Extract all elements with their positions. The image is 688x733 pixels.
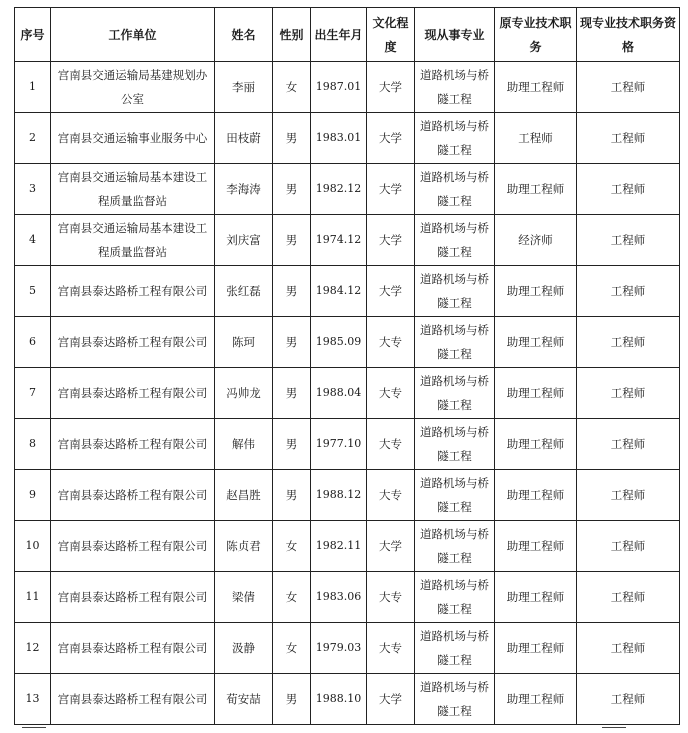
table-row [15, 521, 680, 572]
cell-name: 刘庆富 [215, 215, 273, 266]
col-header-orig-title: 原专业技术职务 [495, 8, 577, 62]
cell-seq: 11 [15, 572, 51, 623]
cell-education: 大学 [367, 521, 415, 572]
cell-orig-title: 助理工程师 [495, 368, 577, 419]
cell-birth: 1979.03 [311, 623, 367, 674]
col-header-education: 文化程度 [367, 8, 415, 62]
cell-birth: 1974.12 [311, 215, 367, 266]
cell-orig-title: 助理工程师 [495, 419, 577, 470]
cell-new-title: 工程师 [577, 623, 680, 674]
cell-unit: 宫南县泰达路桥工程有限公司 [51, 317, 215, 368]
cell-name: 田枝蔚 [215, 113, 273, 164]
cell-unit: 宫南县泰达路桥工程有限公司 [51, 470, 215, 521]
cell-seq: 12 [15, 623, 51, 674]
cell-orig-title: 助理工程师 [495, 674, 577, 725]
cell-name: 赵昌胜 [215, 470, 273, 521]
cell-orig-title: 助理工程师 [495, 266, 577, 317]
cell-unit: 宫南县交通运输局基本建设工程质量监督站 [51, 215, 215, 266]
cell-seq: 4 [15, 215, 51, 266]
cell-seq: 10 [15, 521, 51, 572]
cell-name: 梁倩 [215, 572, 273, 623]
cell-education: 大学 [367, 215, 415, 266]
cell-gender: 男 [273, 113, 311, 164]
col-header-new-title: 现专业技术职务资格 [577, 8, 680, 62]
table-row [15, 419, 680, 470]
table-row [15, 113, 680, 164]
cell-birth: 1988.04 [311, 368, 367, 419]
cell-unit: 宫南县交通运输局基本建设工程质量监督站 [51, 164, 215, 215]
cell-orig-title: 助理工程师 [495, 317, 577, 368]
table-row [15, 317, 680, 368]
table-row [15, 368, 680, 419]
table-row [15, 164, 680, 215]
table-row [15, 266, 680, 317]
cell-new-title: 工程师 [577, 674, 680, 725]
cell-birth: 1988.12 [311, 470, 367, 521]
cell-education: 大学 [367, 266, 415, 317]
cell-specialty: 道路机场与桥隧工程 [415, 674, 495, 725]
cell-gender: 女 [273, 521, 311, 572]
qualification-table [14, 7, 680, 725]
table-row [15, 623, 680, 674]
table-row [15, 674, 680, 725]
cell-name: 陈贞君 [215, 521, 273, 572]
cell-specialty: 道路机场与桥隧工程 [415, 164, 495, 215]
cell-specialty: 道路机场与桥隧工程 [415, 419, 495, 470]
cell-unit: 宫南县泰达路桥工程有限公司 [51, 521, 215, 572]
cell-unit: 宫南县泰达路桥工程有限公司 [51, 368, 215, 419]
cell-seq: 6 [15, 317, 51, 368]
cell-name: 张红磊 [215, 266, 273, 317]
cell-gender: 男 [273, 419, 311, 470]
cell-new-title: 工程师 [577, 521, 680, 572]
col-header-gender: 性别 [273, 8, 311, 62]
cell-gender: 男 [273, 266, 311, 317]
cell-seq: 7 [15, 368, 51, 419]
cell-seq: 1 [15, 62, 51, 113]
cell-education: 大专 [367, 623, 415, 674]
cell-unit: 宫南县交通运输事业服务中心 [51, 113, 215, 164]
cell-education: 大学 [367, 113, 415, 164]
cell-specialty: 道路机场与桥隧工程 [415, 113, 495, 164]
page-mark-left [22, 727, 46, 733]
cell-orig-title: 经济师 [495, 215, 577, 266]
cell-gender: 男 [273, 317, 311, 368]
cell-unit: 宫南县泰达路桥工程有限公司 [51, 674, 215, 725]
cell-gender: 男 [273, 470, 311, 521]
header-row [15, 8, 680, 62]
cell-birth: 1987.01 [311, 62, 367, 113]
cell-name: 陈珂 [215, 317, 273, 368]
table-row [15, 572, 680, 623]
cell-name: 荀安喆 [215, 674, 273, 725]
cell-birth: 1982.12 [311, 164, 367, 215]
col-header-birth: 出生年月 [311, 8, 367, 62]
cell-name: 冯帅龙 [215, 368, 273, 419]
cell-new-title: 工程师 [577, 368, 680, 419]
table-row [15, 470, 680, 521]
cell-orig-title: 助理工程师 [495, 521, 577, 572]
cell-seq: 5 [15, 266, 51, 317]
cell-orig-title: 助理工程师 [495, 623, 577, 674]
cell-specialty: 道路机场与桥隧工程 [415, 62, 495, 113]
cell-gender: 男 [273, 368, 311, 419]
col-header-specialty: 现从事专业 [415, 8, 495, 62]
cell-education: 大学 [367, 164, 415, 215]
col-header-name: 姓名 [215, 8, 273, 62]
cell-seq: 3 [15, 164, 51, 215]
cell-birth: 1982.11 [311, 521, 367, 572]
cell-new-title: 工程师 [577, 419, 680, 470]
cell-seq: 8 [15, 419, 51, 470]
cell-orig-title: 助理工程师 [495, 62, 577, 113]
cell-orig-title: 助理工程师 [495, 470, 577, 521]
cell-new-title: 工程师 [577, 572, 680, 623]
cell-unit: 宫南县泰达路桥工程有限公司 [51, 266, 215, 317]
cell-specialty: 道路机场与桥隧工程 [415, 368, 495, 419]
table-row [15, 215, 680, 266]
cell-new-title: 工程师 [577, 215, 680, 266]
cell-new-title: 工程师 [577, 62, 680, 113]
cell-orig-title: 助理工程师 [495, 164, 577, 215]
cell-education: 大专 [367, 470, 415, 521]
page-mark-right [602, 727, 626, 733]
cell-unit: 宫南县泰达路桥工程有限公司 [51, 623, 215, 674]
cell-education: 大学 [367, 62, 415, 113]
cell-gender: 女 [273, 572, 311, 623]
cell-new-title: 工程师 [577, 113, 680, 164]
cell-name: 李海涛 [215, 164, 273, 215]
cell-education: 大专 [367, 419, 415, 470]
cell-new-title: 工程师 [577, 470, 680, 521]
cell-seq: 13 [15, 674, 51, 725]
cell-birth: 1985.09 [311, 317, 367, 368]
cell-name: 汲静 [215, 623, 273, 674]
cell-education: 大学 [367, 674, 415, 725]
cell-birth: 1984.12 [311, 266, 367, 317]
cell-orig-title: 工程师 [495, 113, 577, 164]
cell-specialty: 道路机场与桥隧工程 [415, 623, 495, 674]
cell-specialty: 道路机场与桥隧工程 [415, 470, 495, 521]
cell-unit: 宫南县泰达路桥工程有限公司 [51, 419, 215, 470]
cell-birth: 1977.10 [311, 419, 367, 470]
cell-orig-title: 助理工程师 [495, 572, 577, 623]
cell-education: 大专 [367, 572, 415, 623]
cell-birth: 1983.06 [311, 572, 367, 623]
table-row [15, 62, 680, 113]
cell-new-title: 工程师 [577, 164, 680, 215]
cell-education: 大专 [367, 368, 415, 419]
cell-specialty: 道路机场与桥隧工程 [415, 215, 495, 266]
cell-seq: 2 [15, 113, 51, 164]
col-header-seq: 序号 [15, 8, 51, 62]
cell-gender: 男 [273, 164, 311, 215]
cell-new-title: 工程师 [577, 266, 680, 317]
cell-specialty: 道路机场与桥隧工程 [415, 266, 495, 317]
cell-specialty: 道路机场与桥隧工程 [415, 521, 495, 572]
cell-name: 李丽 [215, 62, 273, 113]
cell-gender: 女 [273, 62, 311, 113]
cell-gender: 男 [273, 674, 311, 725]
table-body [15, 62, 680, 725]
cell-gender: 男 [273, 215, 311, 266]
cell-name: 解伟 [215, 419, 273, 470]
cell-specialty: 道路机场与桥隧工程 [415, 572, 495, 623]
cell-unit: 宫南县交通运输局基建规划办公室 [51, 62, 215, 113]
cell-birth: 1983.01 [311, 113, 367, 164]
cell-seq: 9 [15, 470, 51, 521]
col-header-unit: 工作单位 [51, 8, 215, 62]
cell-specialty: 道路机场与桥隧工程 [415, 317, 495, 368]
cell-new-title: 工程师 [577, 317, 680, 368]
cell-education: 大专 [367, 317, 415, 368]
cell-gender: 女 [273, 623, 311, 674]
cell-birth: 1988.10 [311, 674, 367, 725]
cell-unit: 宫南县泰达路桥工程有限公司 [51, 572, 215, 623]
